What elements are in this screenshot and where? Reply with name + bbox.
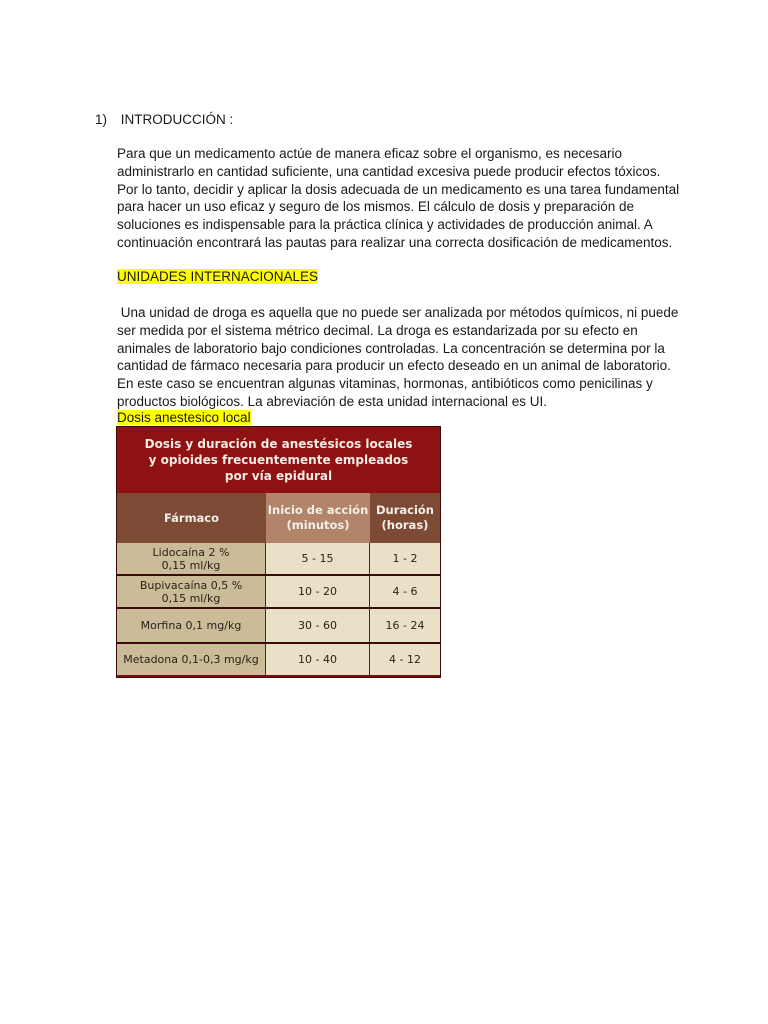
cell-farmaco	[117, 543, 265, 574]
paragraph-line: para hacer un uso eficaz y seguro de los mismos. El cálculo de dosis y preparación de	[117, 199, 635, 215]
unidades-title: UNIDADES INTERNACIONALES	[117, 269, 319, 284]
paragraph-line: Para que un medicamento actúe de manera eficaz sobre el organismo, es necesario	[117, 146, 623, 161]
cell-inicio: 10 - 20	[266, 576, 369, 607]
table-title-line: Dosis y duración de anestésicos locales	[144, 437, 413, 451]
cell-farmaco-line: Bupivacaína 0,5 %	[139, 578, 243, 592]
cell-duracion: 1 - 2	[370, 543, 440, 574]
header-farmaco	[117, 493, 266, 543]
table-title-line: por vía epidural	[224, 469, 333, 483]
table-body	[117, 543, 440, 677]
unidades-paragraph	[117, 304, 707, 411]
heading-title: INTRODUCCIÓN :	[120, 112, 234, 127]
cell-inicio: 5 - 15	[266, 543, 369, 574]
cell-farmaco-line: Lidocaína 2 %	[152, 545, 230, 559]
cell-duracion: 4 - 6	[370, 576, 440, 607]
section-heading	[95, 111, 233, 129]
header-inicio-line: Inicio de acción	[267, 503, 369, 517]
dosis-label: Dosis anestesico local	[117, 410, 251, 425]
header-duracion-line: (horas)	[381, 518, 429, 532]
header-inicio-line: (minutos)	[286, 518, 350, 532]
unidades-title-line	[117, 268, 318, 285]
intro-paragraph	[117, 145, 707, 252]
table-row	[117, 644, 440, 675]
paragraph-line: Una unidad de droga es aquella que no puede ser analizada por métodos químicos, ni puede	[117, 305, 679, 320]
cell-duracion: 16 - 24	[370, 609, 440, 642]
paragraph-line: administrarlo en cantidad suficiente, una cantidad excesiva puede producir efectos tóxicos.	[117, 163, 661, 179]
table-title	[117, 427, 440, 493]
cell-inicio: 10 - 40	[266, 644, 369, 675]
header-duracion	[370, 493, 440, 543]
cell-farmaco	[117, 609, 265, 642]
paragraph-line: cantidad de fármaco necesaria para producir un efecto deseado en un animal de laboratorio.	[117, 358, 671, 374]
heading-number: 1)	[95, 112, 108, 127]
table-row	[117, 609, 440, 642]
cell-duracion: 4 - 12	[370, 644, 440, 675]
cell-farmaco-line: 0,15 ml/kg	[161, 591, 221, 605]
table-row	[117, 543, 440, 574]
dosis-label-line	[117, 409, 251, 426]
header-farmaco-label: Fármaco	[163, 510, 220, 525]
paragraph-line: soluciones es indispensable para la práctica clínica y actividades de producción animal. A	[117, 217, 653, 233]
table-row	[117, 576, 440, 607]
cell-farmaco-line: Morfina 0,1 mg/kg	[140, 619, 242, 632]
paragraph-line: ser medida por el sistema métrico decimal. La droga es estandarizada por su efecto en	[117, 322, 638, 338]
cell-farmaco	[117, 644, 265, 675]
cell-farmaco	[117, 576, 265, 607]
cell-inicio: 30 - 60	[266, 609, 369, 642]
header-inicio	[266, 493, 370, 543]
paragraph-line: Por lo tanto, decidir y aplicar la dosis adecuada de un medicamento es una tarea fundamental	[117, 181, 680, 197]
paragraph-line: animales de laboratorio bajo condiciones controladas. La concentración se determina por la	[117, 340, 665, 356]
paragraph-line: productos biológicos. La abreviación de esta unidad internacional es UI.	[117, 393, 548, 409]
table-header-row	[117, 493, 440, 543]
cell-farmaco-line: 0,15 ml/kg	[161, 558, 221, 572]
dosage-table-image	[117, 427, 440, 677]
cell-farmaco-line: Metadona 0,1-0,3 mg/kg	[123, 653, 259, 666]
paragraph-line: continuación encontrará las pautas para realizar una correcta dosificación de medicamentos.	[117, 234, 673, 250]
table-title-line: y opioides frecuentemente empleados	[148, 453, 409, 467]
header-duracion-line: Duración	[375, 503, 434, 517]
paragraph-line: En este caso se encuentran algunas vitaminas, hormonas, antibióticos como penicilinas y	[117, 376, 653, 392]
